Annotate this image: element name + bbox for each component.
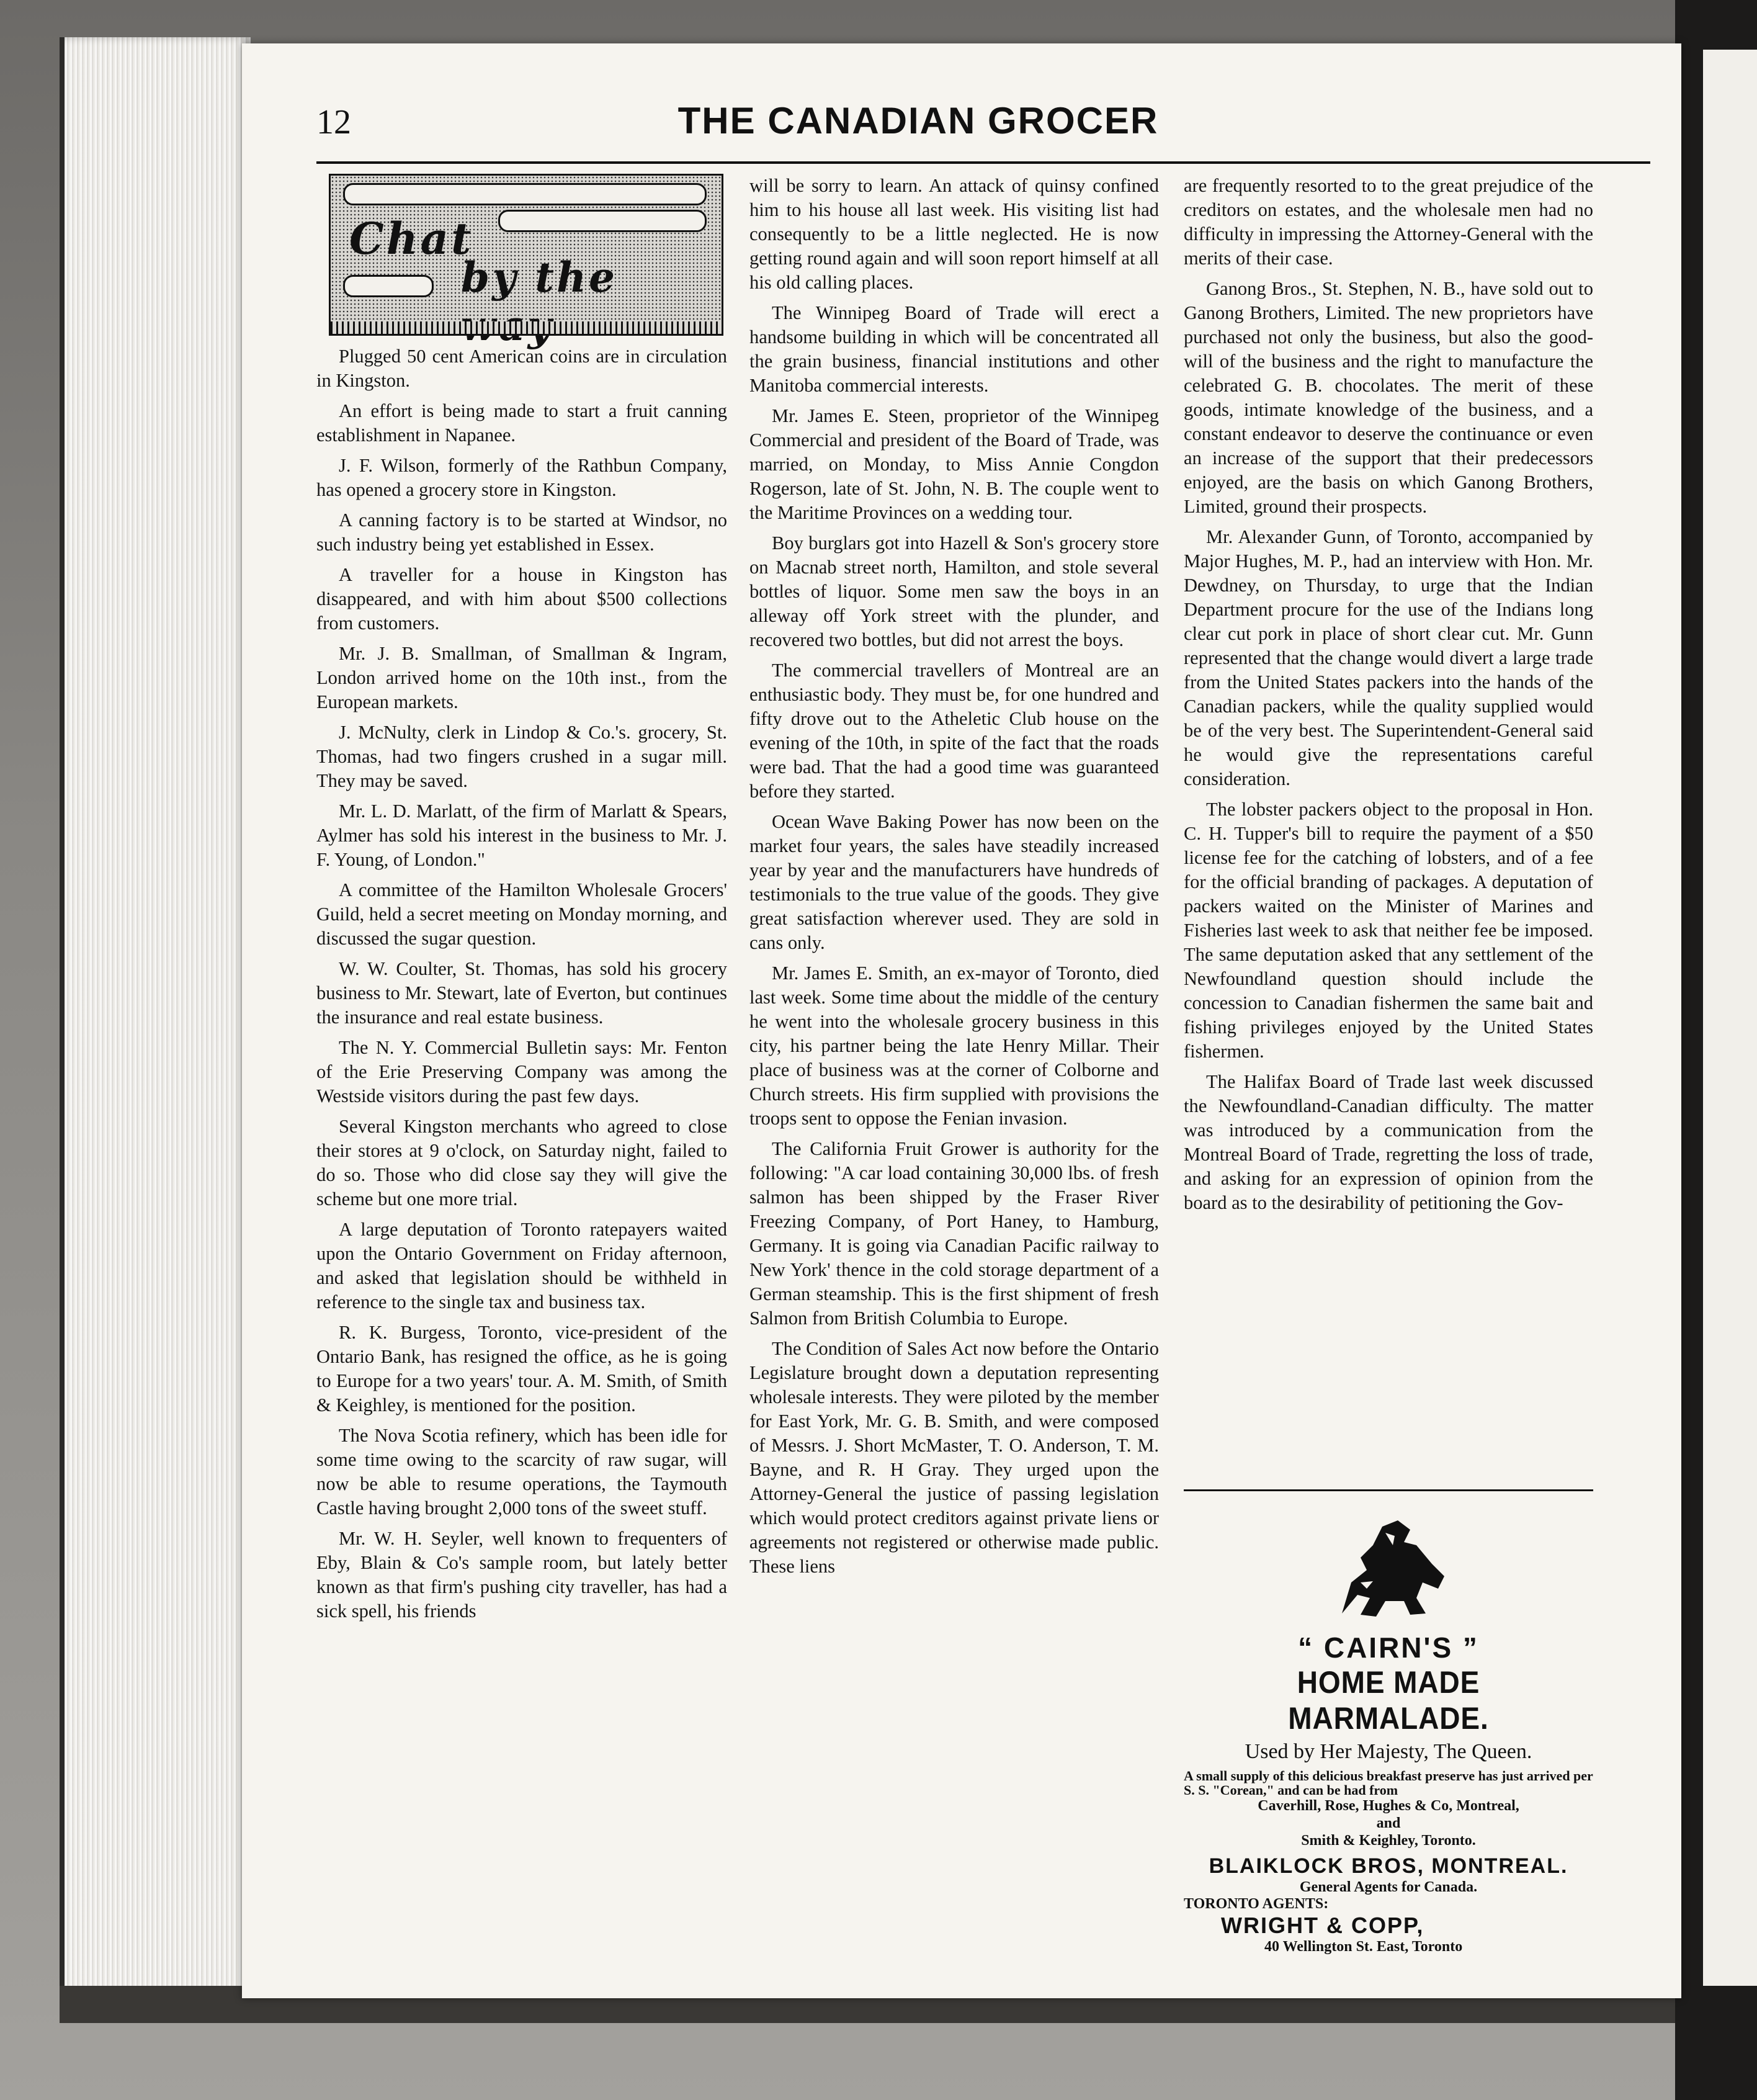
column-3	[1184, 174, 1593, 1221]
news-item: Mr. L. D. Marlatt, of the firm of Marlatt & Spears, Aylmer has sold his interest in the business to Mr. J. F. Young, of London."	[316, 801, 727, 870]
news-item: Mr. James E. Smith, an ex-mayor of Toronto, died last week. Some time about the middle of the century he went into the wholesale grocery business in this city, his partner being the late Henry Millar. Their place of business was at the corner of Colborne and Church streets. His firm supplied with provisions the troops sent to oppose the Fenian invasion.	[749, 962, 1159, 1129]
masthead-bar-middle	[498, 210, 707, 232]
news-item: The California Fruit Grower is authority for the following: "A car load containing 30,000 lbs. of fresh salmon has been shipped by the Fraser River Freezing Company, of Port Haney, to Hamburg, Germany. It is going via Canadian Pacific railway to New York' thence in the cold storage department of a German steamship. This is the first shipment of fresh Salmon from British Columbia to Europe.	[749, 1138, 1159, 1329]
book-binding-page-stack	[60, 37, 251, 2011]
news-item: Mr. James E. Steen, proprietor of the Winnipeg Commercial and president of the Board of Trade, was married, on Monday, to Miss Annie Congdon Rogerson, late of St. John, N. B. The couple went to the Maritime Provinces on a wedding tour.	[749, 405, 1159, 523]
news-item: Several Kingston merchants who agreed to close their stores at 9 o'clock, on Saturday night, failed to do so. Those who did close say they will give the scheme but one more trial.	[316, 1116, 727, 1209]
masthead-bar-top	[343, 183, 707, 205]
ad-notice: A small supply of this delicious breakfast preserve has just arrived per S. S. "Corean," and can be had from	[1184, 1768, 1593, 1798]
news-item: Ganong Bros., St. Stephen, N. B., have sold out to Ganong Brothers, Limited. The new proprietors have purchased not only the business, but also the good-will of the business and the right to manufacture the celebrated G. B. chocolates. The merit of these goods, intimate knowledge of the business, and a constant endeavor to deserve the continuance or even an increase of the support that their predecessors enjoyed, are the basis on which Ganong Brothers, Limited, ground their prospects.	[1184, 278, 1593, 517]
header-rule	[316, 161, 1650, 164]
news-item: The N. Y. Commercial Bulletin says: Mr. Fenton of the Erie Preserving Company was among the Westside visitors during the past few days.	[316, 1037, 727, 1106]
ad-toronto-address: 40 Wellington St. East, Toronto	[1264, 1939, 1463, 1955]
news-item: W. W. Coulter, St. Thomas, has sold his grocery business to Mr. Stewart, late of Everton, but continues the insurance and real estate business.	[316, 958, 727, 1028]
ad-supplier-montreal: Caverhill, Rose, Hughes & Co, Montreal,	[1258, 1798, 1519, 1814]
page-number: 12	[316, 103, 351, 141]
news-item: Mr. Alexander Gunn, of Toronto, accompanied by Major Hughes, M. P., had an interview with Hon. Mr. Dewdney, on Thursday, to urge that the Indian Department procure for the use of the Indians long clear cut pork in place of short clear cut. Mr. Gunn represented that the change would divert a large trade from the United States packers into the hands of the Canadian packers, while the quality supplied would be of the very best. The Superintendent-General said he would give the representations careful consideration.	[1184, 526, 1593, 789]
advertisement-rule	[1184, 1489, 1593, 1491]
facing-page-edge	[1703, 50, 1757, 1986]
news-item: The Condition of Sales Act now before the Ontario Legislature brought down a deputation representing wholesale interests. They were piloted by the member for East York, Mr. G. B. Smith, and were composed of Messrs. J. Short McMaster, T. O. Anderson, T. M. Bayne, and R. H Gray. They urged upon the Attorney-General the justice of passing legislation which would protect creditors against private liens or agreements not registered or otherwise made public. These liens	[749, 1338, 1159, 1577]
news-item: The commercial travellers of Montreal are an enthusiastic body. They must be, for one hundred and fifty drove out to the Atheletic Club house on the evening of the 10th, in spite of the fact that the roads were bad. That the had a good time was guaranteed before they started.	[749, 660, 1159, 802]
ad-general-agent: BLAIKLOCK BROS, MONTREAL.	[1209, 1854, 1568, 1878]
cairns-marmalade-advertisement	[1184, 1508, 1593, 1967]
masthead-word-chat: Chat	[349, 213, 474, 264]
news-item: Mr. J. B. Smallman, of Smallman & Ingram, London arrived home on the 10th inst., from the European markets.	[316, 643, 727, 712]
news-item-continued: will be sorry to learn. An attack of quinsy confined him to his house all last week. His visiting list had consequently to be a little neglected. He is now getting round again and will soon report himself at all his old calling places.	[749, 175, 1159, 293]
ad-general-agent-role: General Agents for Canada.	[1299, 1879, 1478, 1895]
news-item: A large deputation of Toronto ratepayers waited upon the Ontario Government on Friday afternoon, and asked that legislation should be withheld in reference to the single tax and business tax.	[316, 1219, 727, 1312]
news-item: An effort is being made to start a fruit canning establishment in Napanee.	[316, 400, 727, 446]
news-item: J. McNulty, clerk in Lindop & Co.'s. grocery, St. Thomas, had two fingers crushed in a sugar mill. They may be saved.	[316, 722, 727, 791]
news-item: Plugged 50 cent American coins are in circulation in Kingston.	[316, 346, 727, 391]
ad-product-name: HOME MADE MARMALADE.	[1288, 1665, 1489, 1736]
news-item: The Winnipeg Board of Trade will erect a handsome building in which will be concentrated all the grain business, financial institutions and other Manitoba commercial interests.	[749, 302, 1159, 396]
news-item: Boy burglars got into Hazell & Son's grocery store on Macnab street north, Hamilton, and stole several bottles of liquor. Some men saw the boys in an alleway off York street with the plunder, and recovered two bottles, but did not arrest the boys.	[749, 532, 1159, 650]
ad-toronto-agents-label: TORONTO AGENTS:	[1184, 1896, 1329, 1912]
masthead-bar-left	[343, 275, 434, 297]
chat-by-the-way-masthead	[329, 174, 723, 336]
ad-toronto-agent: WRIGHT & COPP,	[1221, 1913, 1424, 1938]
ad-and: and	[1376, 1815, 1401, 1831]
news-item: Mr. W. H. Seyler, well known to frequenters of Eby, Blain & Co's sample room, but lately better known as that firm's pushing city traveller, has had a sick spell, his friends	[316, 1528, 727, 1622]
news-item: A canning factory is to be started at Windsor, no such industry being yet established in Essex.	[316, 509, 727, 555]
news-item: R. K. Burgess, Toronto, vice-president of the Ontario Bank, has resigned the office, as he is going to Europe for a two years' tour. A. M. Smith, of Smith & Keighley, is mentioned for the position.	[316, 1322, 727, 1416]
ad-supplier-toronto: Smith & Keighley, Toronto.	[1301, 1833, 1476, 1849]
ad-brand-name: “ CAIRN'S ”	[1298, 1631, 1479, 1664]
horse-rider-emblem-icon	[1323, 1508, 1454, 1626]
news-item: The lobster packers object to the proposal in Hon. C. H. Tupper's bill to require the payment of a $50 license fee for the catching of lobsters, and of a fee for the official branding of packages. A deputation of packers waited on the Minister of Marines and Fisheries last week to ask that neither fee be imposed. The same deputation asked that any settlement of the Newfoundland question should include the concession to Canadian fishermen the same bait and fishing privileges enjoyed by the United States fishermen.	[1184, 799, 1593, 1062]
news-item: Ocean Wave Baking Power has now been on the market four years, the sales have steadily increased year by year and the manufacturers have hundreds of testimonials to the true value of the goods. They give great satisfaction wherever used. They are sold in cans only.	[749, 811, 1159, 953]
news-item: A traveller for a house in Kingston has disappeared, and with him about $500 collections from customers.	[316, 564, 727, 634]
news-item-continued: are frequently resorted to to the great prejudice of the creditors on estates, and the wholesale men had no difficulty in impressing the Attorney-General with the merits of their case.	[1184, 175, 1593, 269]
masthead-border-pattern	[331, 321, 722, 334]
news-item: The Halifax Board of Trade last week discussed the Newfoundland-Canadian difficulty. The matter was introduced by a communication from the Montreal Board of Trade, regretting the loss of trade, and asking for an expression of opinion from the board as to the desirability of petitioning the Gov-	[1184, 1071, 1593, 1213]
publication-title: THE CANADIAN GROCER	[677, 100, 1159, 141]
news-item: J. F. Wilson, formerly of the Rathbun Company, has opened a grocery store in Kingston.	[316, 455, 727, 500]
ad-endorsement: Used by Her Majesty, The Queen.	[1245, 1740, 1532, 1763]
masthead-words-by-the-way: by the	[461, 253, 617, 302]
column-2	[749, 174, 1159, 1585]
newspaper-page	[242, 43, 1681, 1998]
news-item: The Nova Scotia refinery, which has been idle for some time owing to the scarcity of raw sugar, will now be able to resume operations, the Taymouth Castle having brought 2,000 tons of the sweet stuff.	[316, 1425, 727, 1519]
column-1	[316, 344, 727, 1630]
news-item: A committee of the Hamilton Wholesale Grocers' Guild, held a secret meeting on Monday morning, and discussed the sugar question.	[316, 879, 727, 949]
